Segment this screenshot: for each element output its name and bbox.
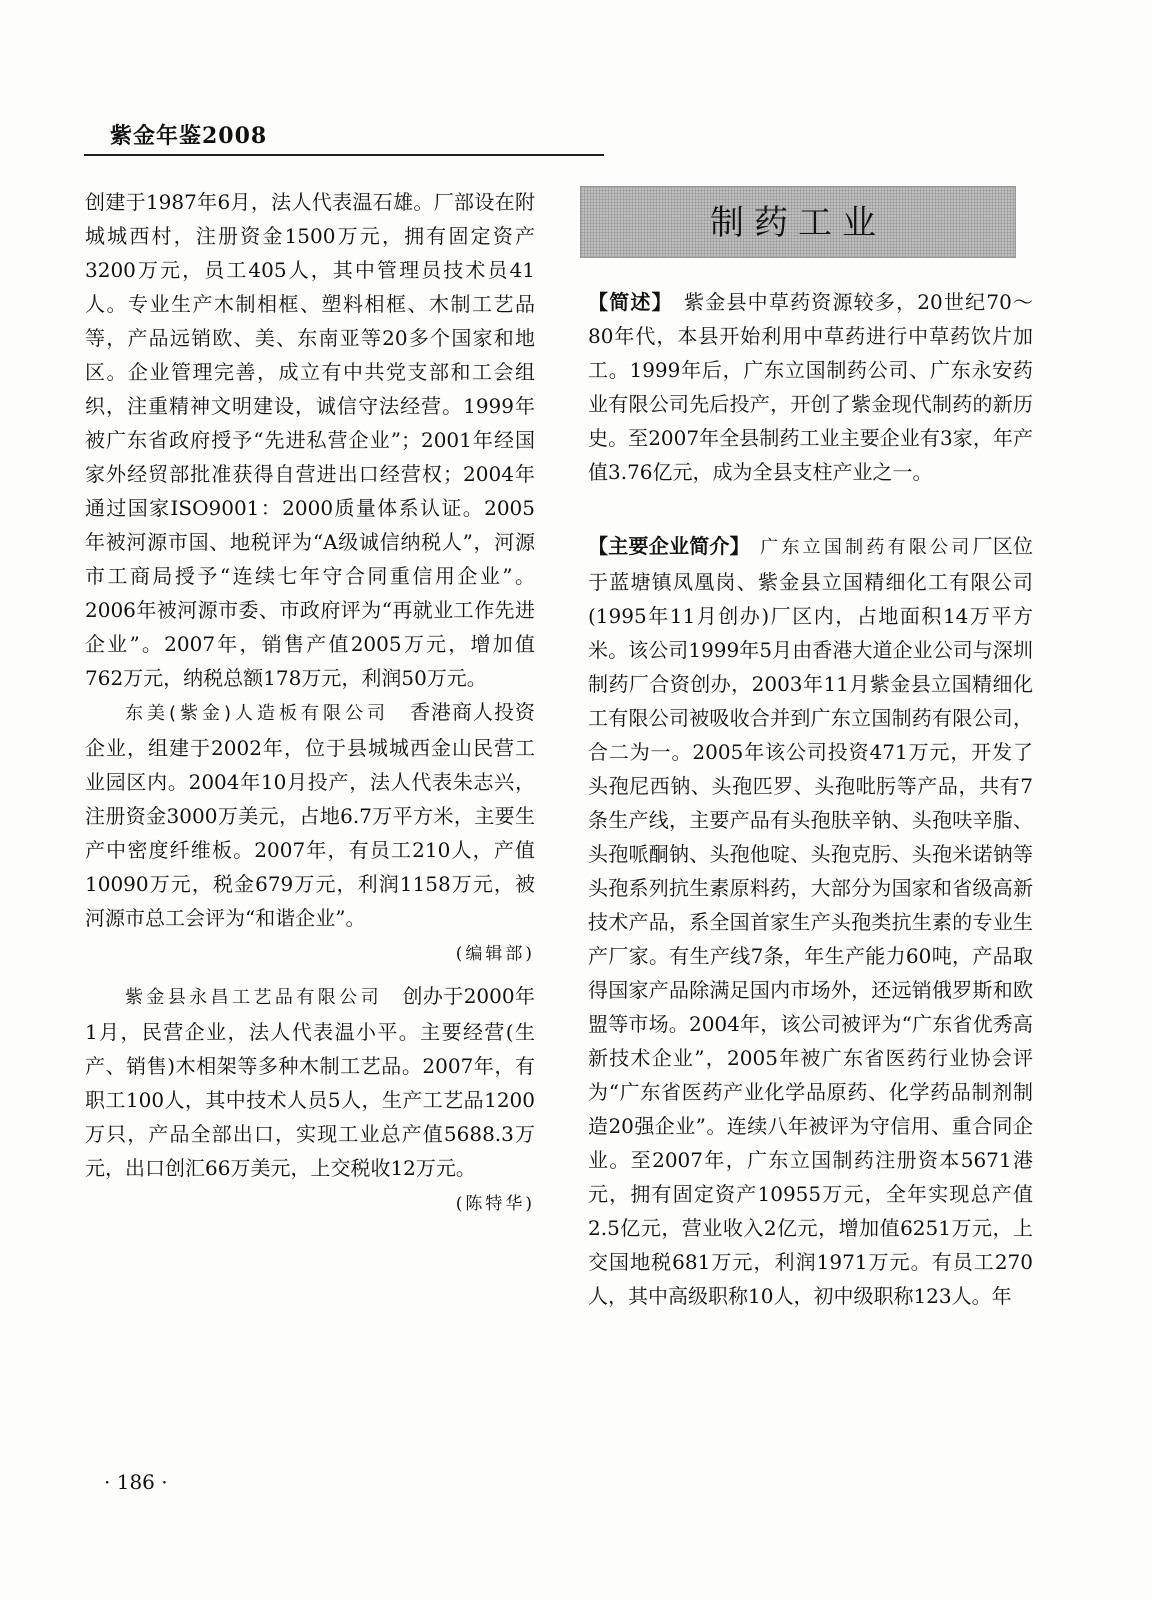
paragraph-enterprise-1: [588, 529, 1033, 1313]
summary-tag: 【简述】: [588, 290, 663, 314]
paragraph-company-1: 创建于1987年6月，法人代表温石雄。厂部设在附城城西村，注册资金1500万元，拥有固定资产3200万元，员工405人，其中管理员技术员41人。专业生产木制相框、塑料相框、木制工艺品等，产品远销欧、美、东南亚等20多个国家和地区。企业管理完善，成立有中共党支部和工会组织，注重精神文明建设，诚信守法经营。1999年被广东省政府授予“先进私营企业”；2001年经国家外经贸部批准获得自营进出口经营权；2004年通过国家ISO9001：2000质量体系认证。2005年被河源市国、地税评为“A级诚信纳税人”，河源市工商局授予“连续七年守合同重信用企业”。2006年被河源市委、市政府评为“再就业工作先进企业”。2007年，销售产值2005万元，增加值762万元，纳税总额178万元，利润50万元。: [85, 190, 535, 690]
header-title: 紫金年鉴2008: [110, 123, 268, 149]
section-banner: [580, 186, 1016, 258]
credit-editorial: (编辑部): [455, 944, 535, 964]
banner-title: 制药工业: [710, 203, 886, 243]
company-3-text: 创办于2000年1月，民营企业，法人代表温小平。主要经营(生产、销售)木相架等多种木制工艺品。2007年，有职工100人，其中技术人员5人，生产工艺品1200万只，产品全部出口，实现工业总产值5688.3万元，出口创汇66万美元，上交税收12万元。: [85, 984, 536, 1180]
credit-author: (陈特华): [455, 1194, 535, 1214]
company-name-yongchang: 紫金县永昌工艺品有限公司: [125, 987, 383, 1008]
enterprises-tag: 【主要企业简介】: [588, 534, 740, 558]
page-number: · 186 ·: [104, 1470, 168, 1494]
summary-text: 紫金县中草药资源较多，20世纪70～80年代，本县开始利用中草药进行中草药饮片加工。1999年后，广东立国制药公司、广东永安药业有限公司先后投产，开创了紫金现代制药的新历史。至2007年全县制药工业主要企业有3家，年产值3.76亿元，成为全县支柱产业之一。: [588, 290, 1034, 484]
section-spacer: [588, 489, 1033, 529]
enterprise-1-text: 厂区位于蓝塘镇凤凰岗、紫金县立国精细化工有限公司(1995年11月创办)厂区内，占地面积14万平方米。该公司1999年5月由香港大道企业公司与深圳制药厂合资创办，2003年11月紫金县立国精细化工有限公司被吸收合并到广东立国制药有限公司，合二为一。2005年该公司投资471万元，开发了头孢尼西钠、头孢匹罗、头孢吡肟等产品，共有7条生产线，主要产品有头孢肤辛钠、头孢呋辛脂、头孢哌酮钠、头孢他啶、头孢克肟、头孢米诺钠等头孢系列抗生素原料药，大部分为国家和省级高新技术产品，系全国首家生产头孢类抗生素的专业生产厂家。有生产线7条，年生产能力60吨，产品取得国家产品除满足国内市场外，还远销俄罗斯和欧盟等市场。2004年，该公司被评为“广东省优秀高新技术企业”，2005年被广东省医药行业协会评为“广东省医药产业化学品原药、化学药品制剂制造20强企业”。连续八年被评为守信用、重合同企业。至2007年，广东立国制药注册资本5671港元，拥有固定资产10955万元，全年实现总产值2.5亿元，营业收入2亿元，增加值6251万元，上交国地税681万元，利润1971万元。有员工270人，其中高级职称10人，初中级职称123人。年: [588, 534, 1034, 1308]
paragraph-company-2: [85, 695, 535, 935]
paragraph-company-3: [85, 979, 535, 1185]
enterprise-name-liguo: 广东立国制药有限公司: [760, 537, 973, 558]
company-2-text: 香港商人投资企业，组建于2002年，位于县城城西金山民营工业园区内。2004年10月投产，法人代表朱志兴，注册资金3000万美元，占地6.7万平方米，主要生产中密度纤维板。2007年，有员工210人，产值10090万元，税金679万元，利润1158万元，被河源市总工会评为“和谐企业”。: [85, 700, 536, 930]
left-column: [85, 185, 535, 1229]
running-header: [84, 116, 604, 158]
header-rule: [84, 154, 604, 156]
company-name-dongmei: 东美(紫金)人造板有限公司: [125, 703, 390, 724]
right-column: [588, 285, 1033, 1313]
paragraph-summary: [588, 285, 1033, 489]
